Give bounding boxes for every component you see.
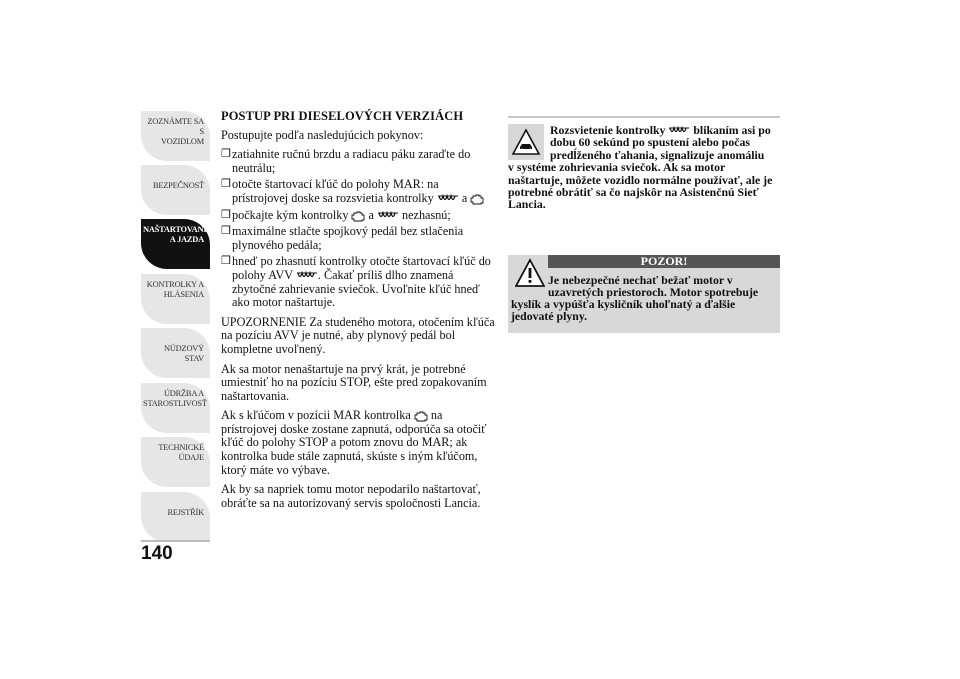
list-item: ❒ počkajte kým kontrolky a nezhasnú; [221, 207, 451, 222]
checkbox-bullet-icon: ❒ [221, 225, 231, 238]
glow-plug-icon [296, 271, 318, 281]
engine-fault-icon [470, 193, 484, 205]
glow-plug-icon [377, 211, 399, 221]
warning-title: POZOR! [548, 255, 780, 268]
tab-technicke-udaje[interactable]: TECHNICKÉ ÚDAJE [141, 437, 210, 487]
glow-plug-icon [437, 194, 459, 204]
note-block: Rozsvietenie kontrolky blikaním asi po dobu 60 sekúnd po spustení alebo počas predĺženého ťahania, signalizuje anomáliu v systéme zohrievania sviečok. Ak sa motor naštartuje, môžete vozidlo normálne používať, ale je potrebné obrátiť sa čo najskôr na Asistenčnú Sieť Lancia. [508, 116, 780, 211]
warning-text: Je nebezpečné nechať bežať motor v uzavretých priestoroch. Motor spotrebuje kyslík a vypúšťa kysličník uhoľnatý a ďalšie jedovaté plyny. [511, 273, 759, 323]
warning-triangle-icon [515, 258, 545, 288]
checkbox-bullet-icon: ❒ [221, 208, 231, 221]
engine-fault-icon [414, 410, 428, 422]
section-heading: POSTUP PRI DIESELOVÝCH VERZIÁCH [221, 109, 464, 123]
paragraph-service: Ak by sa napriek tomu motor nepodarilo naštartovať, obráťte sa na autorizovaný servis spoločnosti Lancia. [221, 482, 481, 510]
list-item: ❒ maximálne stlačte spojkový pedál bez stlačenia plynového pedála; [221, 224, 464, 252]
list-item: ❒ zatiahnite ručnú brzdu a radiacu páku zaraďte do neutrálu; [221, 147, 471, 175]
intro-text: Postupujte podľa nasledujúcich pokynov: [221, 127, 424, 142]
paragraph-retry: Ak sa motor nenaštartuje na prvý krát, je potrebné umiestniť ho na pozíciu STOP, ešte pred zopakovaním naštartovania. [221, 361, 487, 403]
tab-nastartovanie[interactable]: NAŠTARTOVANIE A JAZDA [141, 219, 210, 269]
tab-rejstrik[interactable]: REJSTŘÍK [141, 492, 210, 542]
engine-fault-icon [351, 210, 365, 222]
list-item: ❒ otočte štartovací kľúč do polohy MAR: na prístrojovej doske sa rozsvietia kontrolky a [221, 178, 497, 205]
tab-bezpecnost[interactable]: BEZPEČNOSŤ [141, 165, 210, 215]
steps-list [221, 148, 497, 310]
warning-box [508, 255, 780, 333]
note-section [508, 116, 780, 211]
page-number-divider [141, 540, 210, 542]
checkbox-bullet-icon: ❒ [221, 148, 231, 161]
car-note-icon [508, 124, 544, 160]
paragraph-mar-light: Ak s kľúčom v pozícii MAR kontrolka na prístrojovej doske zostane zapnutá, odporúča sa otočiť kľúč do polohy STOP a potom znovu do MAR; ak kontrolka bude stále zapnutá, skúste s iným kľúčom, ktorý máte vo výbave. [221, 408, 487, 477]
tab-zoznamte-sa[interactable]: ZOZNÁMTE SA S VOZIDLOM [141, 111, 210, 161]
note-text-continued: v systéme zohrievania sviečok. Ak sa motor naštartuje, môžete vozidlo normálne používať, ale je potrebné obrátiť sa čo najskôr na Asistenčnú Sieť Lancia. [508, 160, 773, 212]
checkbox-bullet-icon: ❒ [221, 178, 231, 191]
tab-kontrolky[interactable]: KONTROLKY A HLÁSENIA [141, 274, 210, 324]
main-column [221, 110, 497, 516]
tab-udrzba[interactable]: ÚDRŽBA A STAROSTLIVOSŤ [141, 383, 210, 433]
checkbox-bullet-icon: ❒ [221, 255, 231, 268]
paragraph-caution: UPOZORNENIE Za studeného motora, otočením kľúča na pozíciu AVV je nutné, aby plynový pedál bol kompletne uvoľnený. [221, 314, 495, 356]
list-item: ❒ hneď po zhasnutí kontrolky otočte štartovací kľúč do polohy AVV . Čakať príliš dlho znamená zbytočné zahrievanie sviečok. Uvoľnite kľúč hneď ako motor naštartuje. [221, 254, 491, 310]
tab-nudzovy-stav[interactable]: NÚDZOVÝ STAV [141, 328, 210, 378]
page-number: 140 [141, 543, 173, 564]
